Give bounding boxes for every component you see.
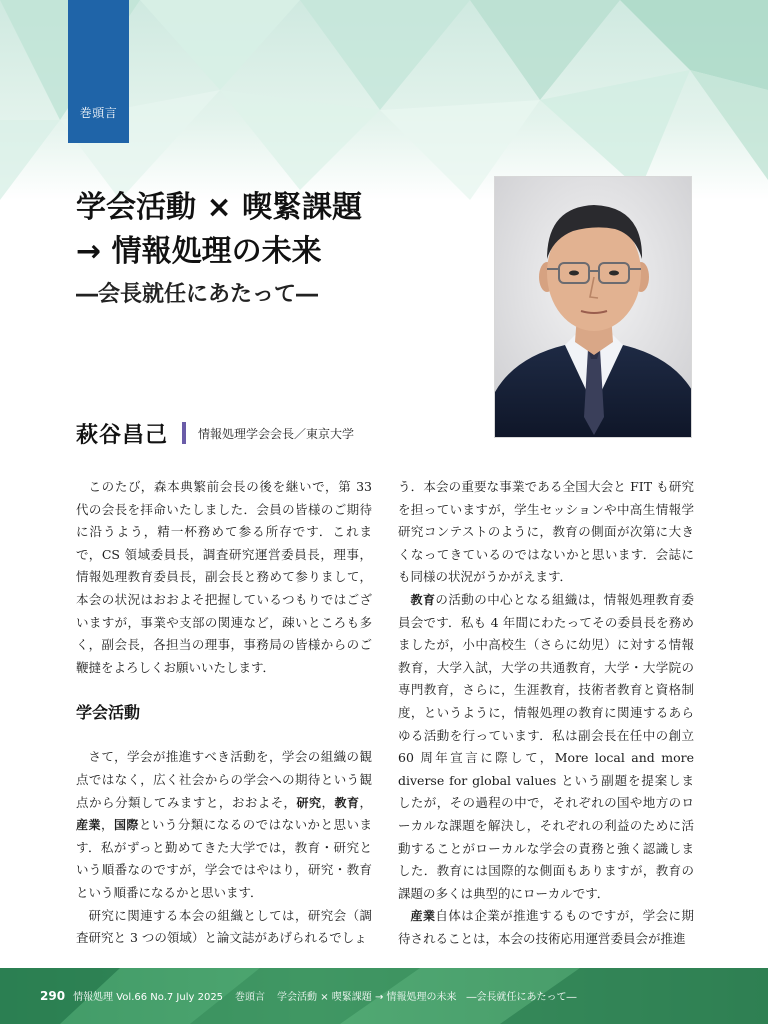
body-column-left	[76, 476, 372, 950]
section-tab	[68, 0, 129, 143]
paragraph-intro: このたび，森本典繁前会長の後を継いで，第 33 代の会長を拝命いたしました．会員の皆様のご期待に沿うよう，精一杯務めて参る所存です．これまで，CS 領域委員長，調査研究運営委員長，理事，情報処理教育委員長，副会長と務めて参りまして，本会の状況はおおよそ把握しているつもりではございますが，事業や支部の関連など，疎いところも多く，副会長，各担当の理事，事務局の皆様からのご鞭撻をよろしくお願いいたします．	[76, 479, 372, 675]
author-line	[76, 418, 354, 448]
keyword-international: 国際	[113, 818, 139, 833]
footer-title: 学会活動 × 喫緊課題 → 情報処理の未来 ―会長就任にあたって―	[277, 992, 577, 1003]
keyword-industry: 産業	[76, 818, 101, 833]
text-run: ，	[359, 794, 372, 810]
paragraph-research: 研究に関連する本会の組織としては，研究会（調査研究と 3 つの領域）と論文誌があげられるでしょ	[76, 907, 372, 946]
paragraph-industry	[398, 905, 694, 950]
keyword-research: 研究	[296, 795, 322, 810]
text-run: ，	[100, 817, 114, 833]
text-run: という分類になるのではないかと思います．私がずっと勤めてきた大学では，教育・研究という順番なのですが，学会ではやはり，研究・教育という順番になるかと思います．	[76, 817, 372, 900]
article-subtitle: ―会長就任にあたって―	[76, 282, 319, 307]
paragraph-education	[398, 589, 694, 905]
journal-info: 情報処理 Vol.66 No.7 July 2025	[73, 992, 224, 1003]
text-run: の活動の中心となる組織は，情報処理教育委員会です．私も 4 年間にわたってその委員長を務めましたが，小中高校生（さらに幼児）に対する情報教育，大学入試，大学の共通教育，大学・大学院の専門教育，さらに，生涯教育，技術者教育と資格制度，というように，情報処理の教育に関連するあらゆる活動を行っています．私は副会長在任中の創立 60 周年宣言に際して，More local and more diverse for global values という副題を提案しましたが，その過程の中で，それぞれの国や地方のローカルな課題を解決し，それぞれの利益のために活動することがローカルな学会の責務と強く認識しました．教育には国際的な側面もありますが，教育の課題の多くは典型的にローカルです．	[398, 591, 694, 901]
paragraph-categories	[76, 746, 372, 904]
page-footer	[0, 968, 768, 1024]
author-portrait	[494, 176, 692, 438]
text-run: ，	[321, 794, 335, 810]
paragraph-continued: う．本会の重要な事業である全国大会と FIT も研究を担っていますが，学生セッションや中高生情報学研究コンテストのように，教育の側面が次第に大きくなってきているのではないかと思います．会誌にも同様の状況がうかがえます．	[398, 479, 694, 585]
article-title	[76, 186, 476, 274]
author-divider	[182, 422, 186, 444]
section-label: 巻頭言	[79, 106, 118, 120]
author-name: 萩谷昌己	[76, 422, 169, 448]
keyword-education: 教育	[334, 795, 360, 810]
section-heading: 学会活動	[76, 703, 141, 723]
keyword-industry: 産業	[410, 909, 436, 924]
title-line-2: → 情報処理の未来	[76, 234, 322, 269]
author-affiliation: 情報処理学会会長／東京大学	[198, 426, 355, 441]
title-line-1: 学会活動 × 喫緊課題	[76, 190, 363, 225]
portrait-illustration	[495, 177, 692, 438]
body-column-right	[398, 476, 694, 950]
text-run: 自体は企業が推進するものですが，学会に期待されることは，本会の技術応用運営委員会が推進	[398, 908, 694, 946]
keyword-education: 教育	[410, 592, 436, 607]
footer-text	[40, 988, 577, 1003]
footer-section: 巻頭言	[235, 992, 266, 1003]
page-number: 290	[40, 988, 66, 1003]
text-run: さて，学会が推進すべき活動を，学会の組織の観点ではなく，広く社会からの学会への期待という観点から分類してみますと，おおよそ，	[76, 749, 372, 810]
